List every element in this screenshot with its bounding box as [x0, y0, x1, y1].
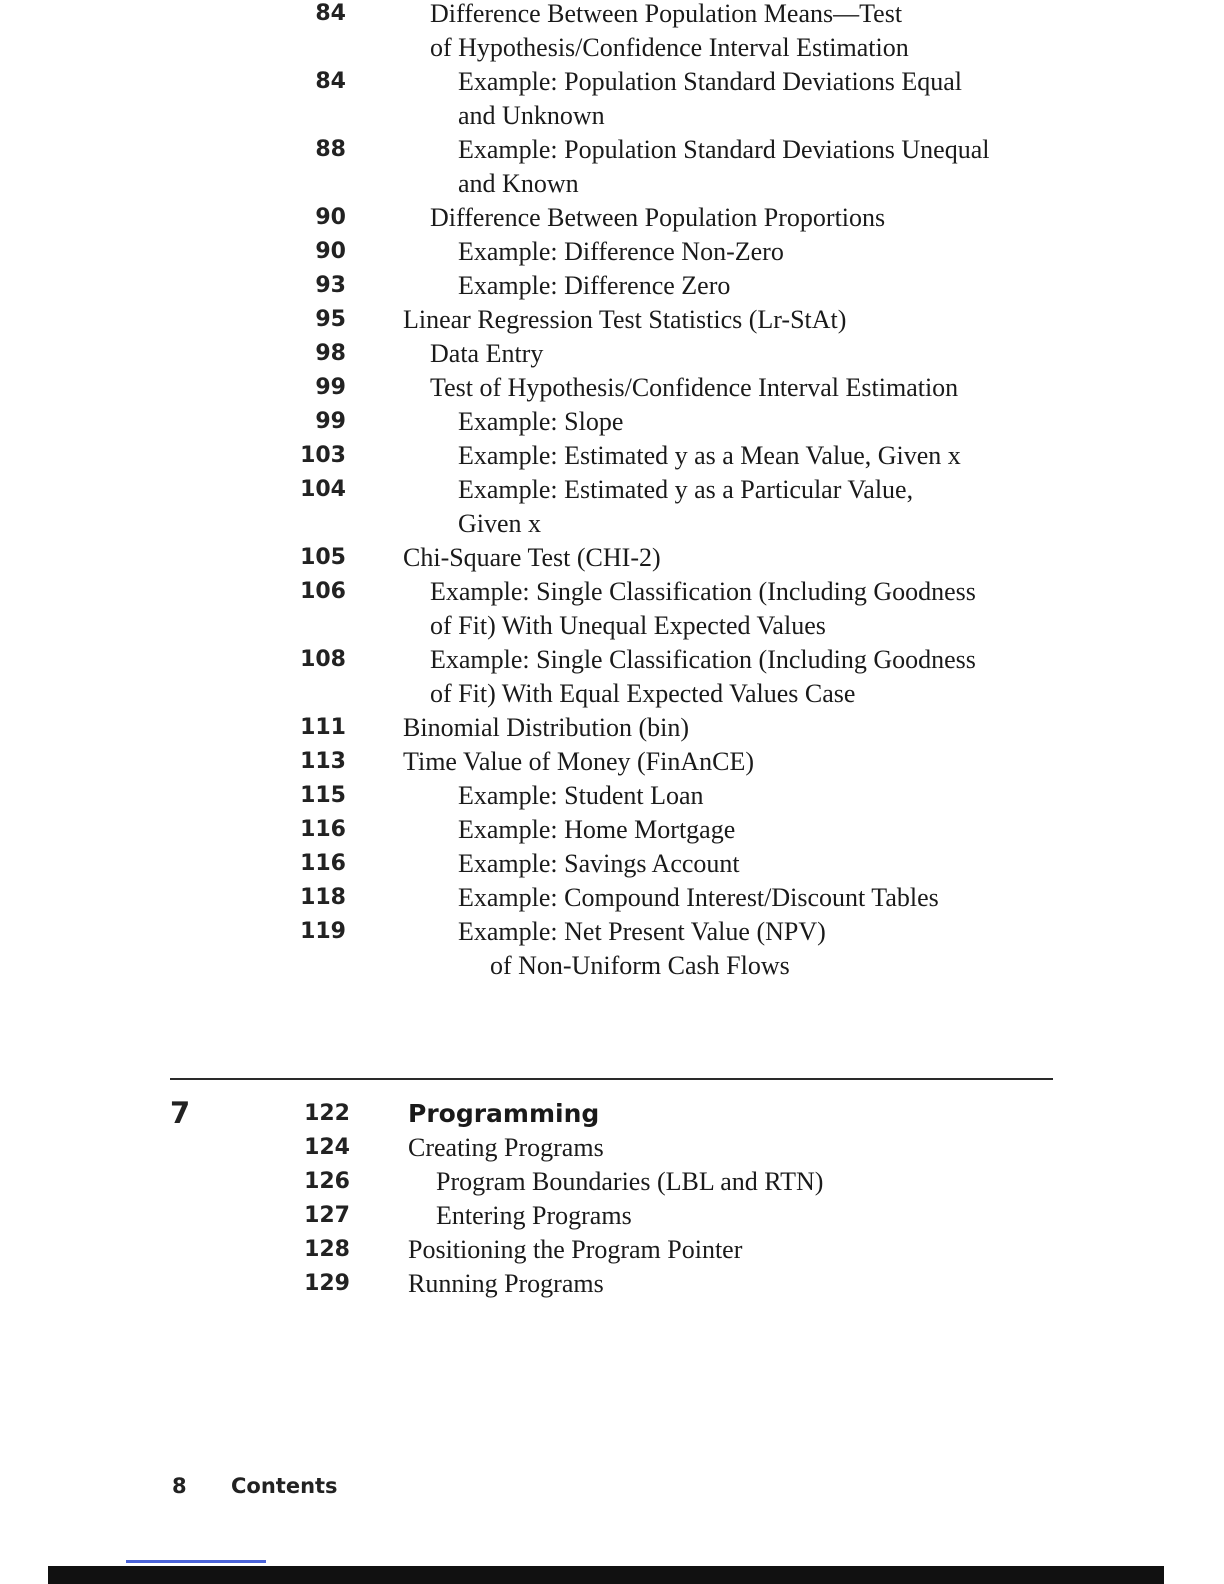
toc-entry[interactable] — [0, 813, 1224, 847]
chapter-heading-entry[interactable] — [0, 1097, 1224, 1131]
toc-page-number: 115 — [300, 783, 346, 808]
scan-bottom-edge — [48, 1566, 1164, 1584]
toc-entry-title: Example: Net Present Value (NPV) of Non-Uniform Cash Flows — [458, 917, 826, 980]
toc-entry[interactable] — [0, 201, 1224, 235]
toc-page-number: 90 — [315, 239, 346, 264]
toc-page-number: 98 — [315, 341, 346, 366]
toc-page-number: 111 — [300, 715, 346, 740]
page-footer — [172, 1472, 338, 1500]
toc-entry-title: Example: Estimated y as a Mean Value, Given x — [458, 441, 961, 470]
footer-label: Contents — [231, 1474, 338, 1498]
toc-entry[interactable] — [0, 133, 1224, 201]
toc-entry[interactable] — [0, 1233, 1224, 1267]
toc-entry-title: Linear Regression Test Statistics (Lr-StAt) — [403, 305, 847, 334]
toc-page-number: 116 — [300, 817, 346, 842]
toc-page-number: 99 — [315, 409, 346, 434]
toc-entry-title: Example: Home Mortgage — [458, 815, 736, 844]
toc-entry-title: Example: Single Classification (Including Goodness of Fit) With Unequal Expected Values — [430, 577, 976, 640]
toc-entry-title: Example: Difference Zero — [458, 271, 731, 300]
toc-entry-title: Example: Population Standard Deviations Equal and Unknown — [458, 67, 963, 130]
toc-entry[interactable] — [0, 269, 1224, 303]
toc-entry[interactable] — [0, 779, 1224, 813]
toc-entry[interactable] — [0, 371, 1224, 405]
toc-page-number: 113 — [300, 749, 346, 774]
toc-entry[interactable] — [0, 847, 1224, 881]
toc-entry-title: Test of Hypothesis/Confidence Interval Estimation — [430, 373, 959, 402]
toc-entry-title: Example: Student Loan — [458, 781, 704, 810]
toc-entry-title: Positioning the Program Pointer — [408, 1235, 743, 1264]
toc-entry[interactable] — [0, 643, 1224, 711]
toc-entry-title: Difference Between Population Proportions — [430, 203, 886, 232]
toc-entry[interactable] — [0, 1199, 1224, 1233]
toc-entry-title: Example: Difference Non-Zero — [458, 237, 784, 266]
toc-page-number: 129 — [304, 1271, 350, 1296]
toc-entry[interactable] — [0, 1131, 1224, 1165]
toc-entry[interactable] — [0, 575, 1224, 643]
toc-page-number: 90 — [315, 205, 346, 230]
toc-entry-title: Example: Estimated y as a Particular Value, Given x — [458, 475, 914, 538]
toc-page-number: 105 — [300, 545, 346, 570]
toc-page-number: 127 — [304, 1203, 350, 1228]
toc-entry[interactable] — [0, 405, 1224, 439]
toc-entry[interactable] — [0, 337, 1224, 371]
toc-entry[interactable] — [0, 439, 1224, 473]
chapter-number: 7 — [170, 1096, 191, 1130]
toc-entry-title: Difference Between Population Means—Test of Hypothesis/Confidence Interval Estimation — [430, 0, 909, 62]
toc-entry-title: Chi-Square Test (CHI-2) — [403, 543, 661, 572]
toc-page-number: 99 — [315, 375, 346, 400]
toc-page-number: 93 — [315, 273, 346, 298]
toc-entry-title: Example: Compound Interest/Discount Tables — [458, 883, 939, 912]
toc-page-number: 108 — [300, 647, 346, 672]
toc-entry[interactable] — [0, 235, 1224, 269]
toc-entry-title: Example: Slope — [458, 407, 624, 436]
toc-page-number: 118 — [300, 885, 346, 910]
toc-entry-title: Data Entry — [430, 339, 544, 368]
toc-page-number: 128 — [304, 1237, 350, 1262]
chapter-title: Programming — [408, 1099, 600, 1128]
toc-entry-title: Running Programs — [408, 1269, 604, 1298]
chapter-divider — [170, 1078, 1053, 1080]
toc-entry-title: Time Value of Money (FinAnCE) — [403, 747, 754, 776]
toc-page-number: 95 — [315, 307, 346, 332]
toc-entry-title: Binomial Distribution (bin) — [403, 713, 689, 742]
footer-page-number: 8 — [172, 1474, 187, 1498]
toc-entry[interactable] — [0, 65, 1224, 133]
toc-entry[interactable] — [0, 1165, 1224, 1199]
toc-entry[interactable] — [0, 1267, 1224, 1301]
toc-entry[interactable] — [0, 915, 1224, 983]
toc-page-number: 104 — [300, 477, 346, 502]
toc-entry[interactable] — [0, 881, 1224, 915]
toc-page-number: 88 — [315, 137, 346, 162]
toc-section-chapter-7 — [0, 1097, 1224, 1301]
toc-entry-title: Program Boundaries (LBL and RTN) — [436, 1167, 824, 1196]
toc-entry[interactable] — [0, 541, 1224, 575]
toc-entry[interactable] — [0, 0, 1224, 65]
toc-entry-title: Entering Programs — [436, 1201, 632, 1230]
toc-page-number: 119 — [300, 919, 346, 944]
toc-page-number: 103 — [300, 443, 346, 468]
toc-entry-title: Example: Savings Account — [458, 849, 740, 878]
toc-page-number: 106 — [300, 579, 346, 604]
toc-entry[interactable] — [0, 303, 1224, 337]
toc-page-number: 84 — [315, 1, 346, 26]
toc-page-number: 84 — [315, 69, 346, 94]
toc-page-number: 122 — [304, 1101, 350, 1126]
toc-entry-title: Example: Single Classification (Including Goodness of Fit) With Equal Expected Values Case — [430, 645, 976, 708]
toc-entry[interactable] — [0, 711, 1224, 745]
toc-entry[interactable] — [0, 473, 1224, 541]
toc-page-number: 124 — [304, 1135, 350, 1160]
toc-entry-title: Creating Programs — [408, 1133, 604, 1162]
scan-edge-mark — [126, 1560, 266, 1563]
toc-page-number: 116 — [300, 851, 346, 876]
toc-entry-title: Example: Population Standard Deviations Unequal and Known — [458, 135, 990, 198]
toc-page-number: 126 — [304, 1169, 350, 1194]
toc-entry[interactable] — [0, 745, 1224, 779]
